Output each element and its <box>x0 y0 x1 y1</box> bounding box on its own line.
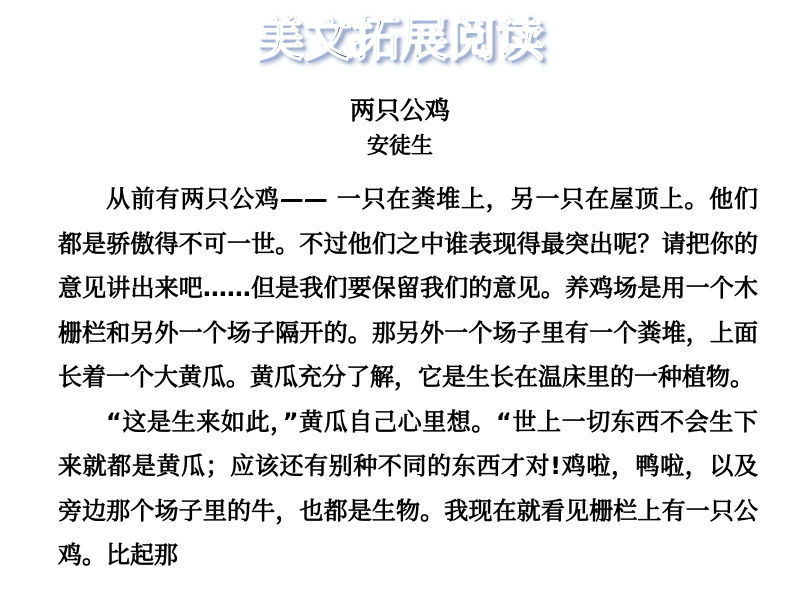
story-title: 两只公鸡 <box>349 96 450 125</box>
paragraph-2: “这是生来如此，”黄瓜自己心里想。“世上一切东西不会生下来就都是黄瓜；应该还有别种不同的东西才对!鸡啦，鸭啦，以及旁边那个场子里的牛，也都是生物。我现在就看见栅栏上有一只公鸡。比起那 <box>58 407 758 569</box>
paragraph-1: 从前有两只公鸡—— 一只在粪堆上，另一只在屋顶上。他们都是骄傲得不可一世。不过他们之中谁表现得最突出呢？请把你的意见讲出来吧……但是我们要保留我们的意见。养鸡场是用一个木栅栏和另外一个场子隔开的。那另外一个场子里有一个粪堆，上面长着一个大黄瓜。黄瓜充分了解，它是生长在温床里的一种植物。 <box>58 185 758 391</box>
story-author: 安徒生 <box>366 134 433 159</box>
banner-heading: 美文拓展阅读 <box>255 11 544 67</box>
story-body <box>58 177 758 578</box>
